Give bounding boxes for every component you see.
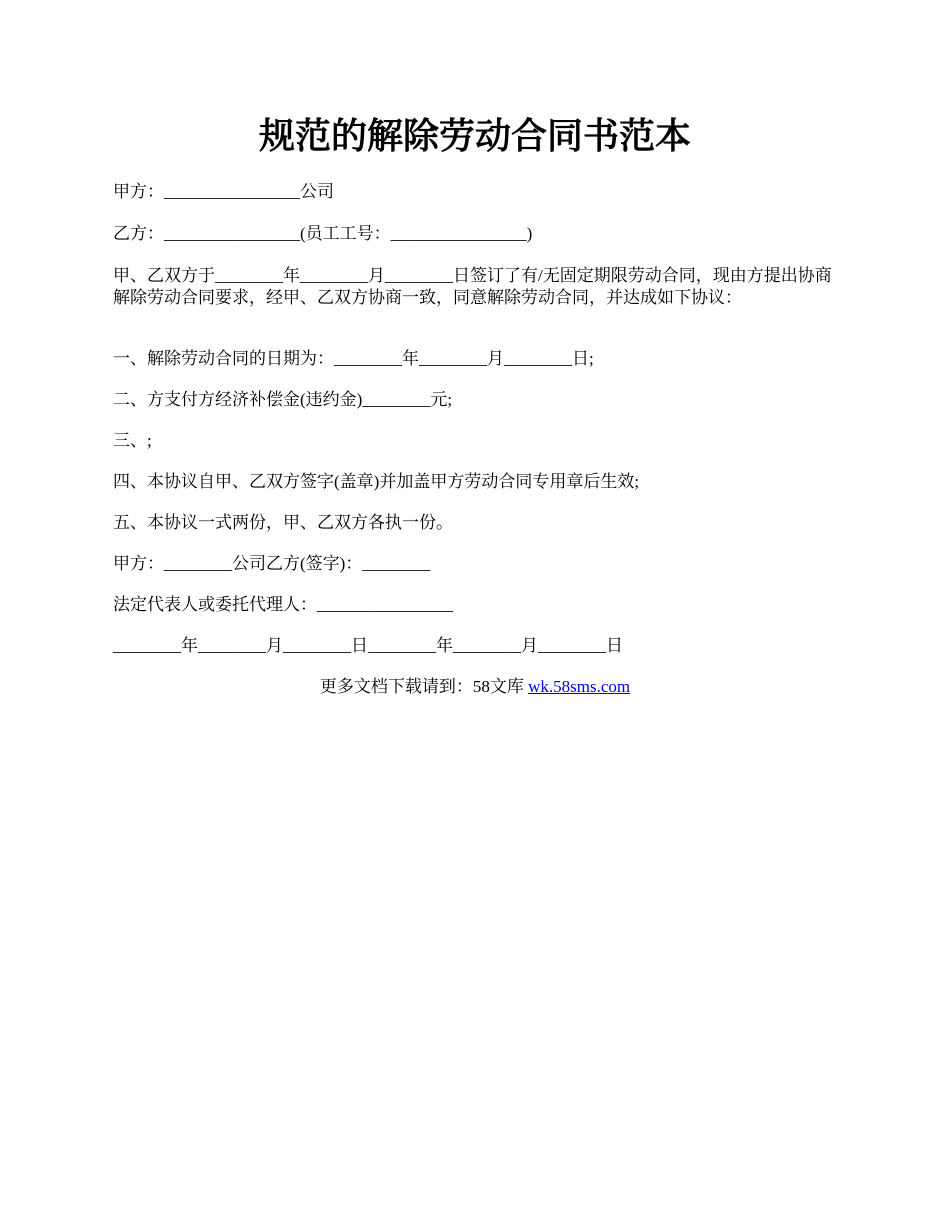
date-line: ________年________月________日________年________月________日 [113, 636, 623, 655]
clause-1: 一、解除劳动合同的日期为：________年________月________日; [113, 349, 594, 368]
footer [0, 676, 950, 698]
footer-link[interactable]: wk.58sms.com [528, 677, 631, 696]
representative-line: 法定代表人或委托代理人：________________ [113, 595, 453, 614]
party-b-line: 乙方：________________(员工工号：________________) [113, 224, 533, 243]
clause-4: 四、本协议自甲、乙双方签字(盖章)并加盖甲方劳动合同专用章后生效; [113, 472, 640, 491]
document-title: 规范的解除劳动合同书范本 [258, 116, 691, 156]
party-a-line: 甲方：________________公司 [113, 182, 334, 201]
agreement-intro-paragraph: 甲、乙双方于________年________月________日签订了有/无固定期限劳动合同，现由方提出协商解除劳动合同要求，经甲、乙双方协商一致，同意解除劳动合同，并达成如下协议： [113, 266, 832, 307]
clause-3: 三、; [113, 431, 152, 450]
signature-line: 甲方：________公司乙方(签字)：________ [113, 554, 431, 573]
clause-5: 五、本协议一式两份，甲、乙双方各执一份。 [113, 513, 453, 532]
clause-2: 二、方支付方经济补偿金(违约金)________元; [113, 390, 453, 409]
footer-text: 更多文档下载请到：58文库 [319, 677, 529, 696]
